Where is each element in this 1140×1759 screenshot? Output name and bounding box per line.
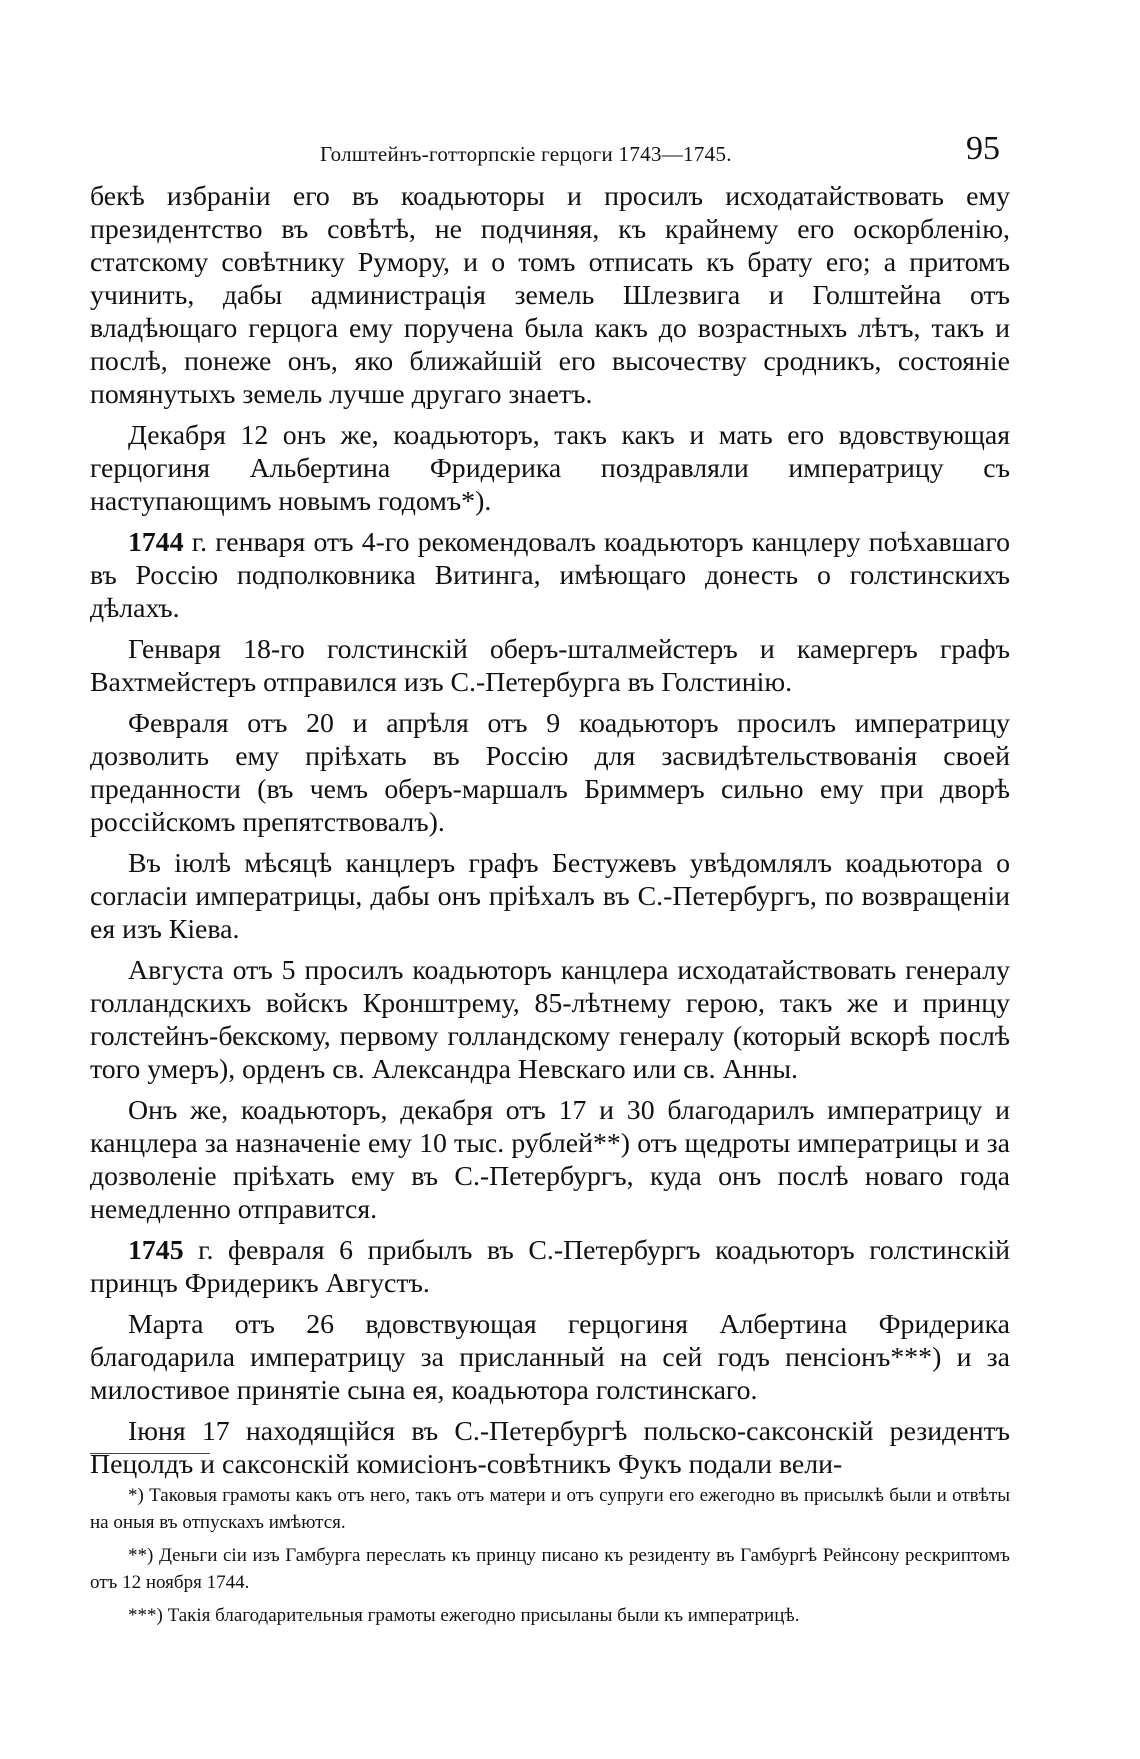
year-label: 1745	[128, 1235, 184, 1266]
paragraph: 1745 г. февраля 6 прибылъ въ С.-Петербургъ коадьюторъ голстинскій принцъ Фридерикъ Августъ.	[90, 1235, 1010, 1299]
body-text	[90, 180, 1010, 1481]
paragraph: Декабря 12 онъ же, коадьюторъ, такъ какъ и мать его вдовствующая герцогиня Альбертина Фридерика поздравляли императрицу съ наступающимъ новымъ годомъ*).	[90, 420, 1010, 517]
paragraph: Въ іюлѣ мѣсяцѣ канцлеръ графъ Бестужевъ увѣдомлялъ коадьютора о согласіи императрицы, дабы онъ пріѣхалъ въ С.-Петербургъ, по возвращеніи ея изъ Кіева.	[90, 848, 1010, 945]
paragraph: 1744 г. генваря отъ 4-го рекомендовалъ коадьюторъ канцлеру поѣхавшаго въ Россію подполковника Витинга, имѣющаго донесть о голстинскихъ дѣлахъ.	[90, 527, 1010, 624]
paragraph: бекѣ избраніи его въ коадьюторы и просилъ исходатайствовать ему президентство въ совѣтѣ, не подчиняя, къ крайнему его оскорбленію, статскому совѣтнику Румору, и о томъ отписать къ брату его; а притомъ учинить, дабы администрація земель Шлезвига и Голштейна отъ владѣющаго герцога ему поручена была какъ до возрастныхъ лѣтъ, такъ и послѣ, понеже онъ, яко ближайшій его высочеству сродникъ, состояніе помянутыхъ земель лучше другаго знаетъ.	[90, 181, 1010, 410]
paragraph: Февраля отъ 20 и апрѣля отъ 9 коадьюторъ просилъ императрицу дозволить ему пріѣхать въ Россію для засвидѣтельствованія своей преданности (въ чемъ оберъ-маршалъ Бриммеръ сильно ему при дворѣ россійскомъ препятствовалъ).	[90, 708, 1010, 838]
paragraph: Августа отъ 5 просилъ коадьюторъ канцлера исходатайствовать генералу голландскихъ войскъ Кронштрему, 85-лѣтнему герою, такъ же и принцу голстейнъ-бекскому, первому голландскому генералу (который вскорѣ послѣ того умеръ), орденъ св. Александра Невскаго или св. Анны.	[90, 955, 1010, 1085]
paragraph: Генваря 18-го голстинскій оберъ-шталмейстеръ и камергеръ графъ Вахтмейстеръ отправился изъ С.-Петербурга въ Голстинію.	[90, 634, 1010, 698]
year-label: 1744	[128, 527, 184, 558]
paragraph: Онъ же, коадьюторъ, декабря отъ 17 и 30 благодарилъ императрицу и канцлера за назначеніе ему 10 тыс. рублей**) отъ щедроты императрицы и за дозволеніе пріѣхать ему въ С.-Петербургъ, куда онъ послѣ новаго года немедленно отправится.	[90, 1095, 1010, 1225]
paragraph: Іюня 17 находящійся въ С.-Петербургѣ польско-саксонскій резидентъ Пецолдъ и саксонскій комисіонъ-совѣтникъ Фукъ подали вели-	[90, 1416, 1010, 1480]
running-title: Голштейнъ-готторпскіе герцоги 1743—1745.	[320, 142, 732, 166]
page-header	[90, 130, 1010, 170]
footnote-divider	[90, 1453, 210, 1454]
footnote: *) Таковыя грамоты какъ отъ него, такъ отъ матери и отъ супруги его ежегодно въ присылкѣ были и отвѣты на оныя въ отпускахъ имѣются.	[90, 1485, 1010, 1533]
page-number: 95	[966, 130, 1000, 167]
paragraph: Марта отъ 26 вдовствующая герцогиня Албертина Фридерика благодарила императрицу за присланный на сей годъ пенсіонъ***) и за милостивое принятіе сына ея, коадьютора голстинскаго.	[90, 1309, 1010, 1406]
footnote: **) Деньги сіи изъ Гамбурга переслать къ принцу писано къ резиденту въ Гамбургѣ Рейнсону рескриптомъ отъ 12 ноября 1744.	[90, 1545, 1010, 1593]
footnote: ***) Такія благодарительныя грамоты ежегодно присыланы были къ императрицѣ.	[128, 1605, 800, 1626]
footnotes	[90, 1482, 1010, 1629]
